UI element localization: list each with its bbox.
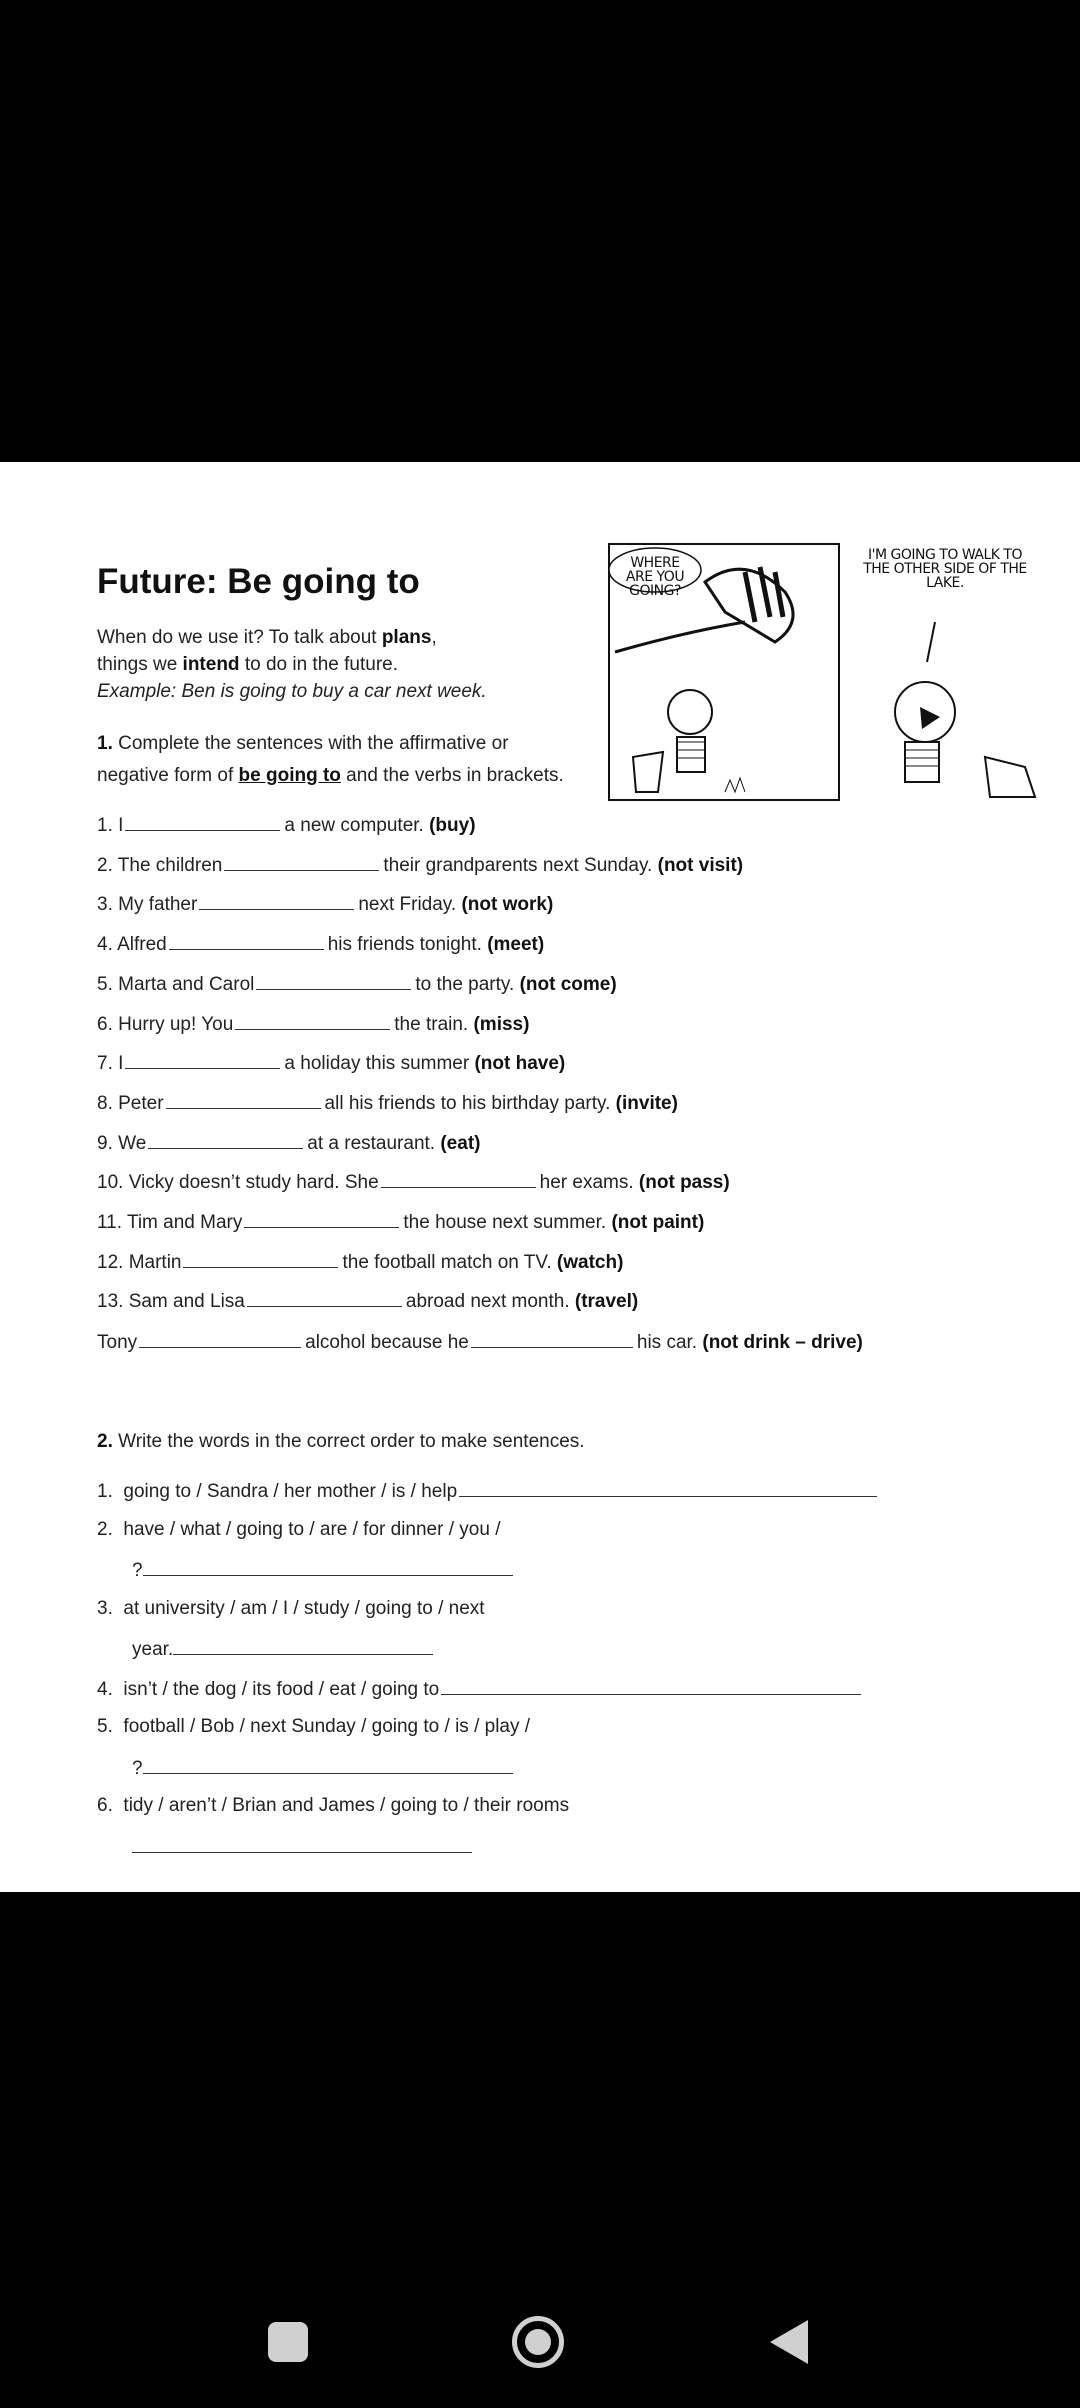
answer-blank[interactable] [235, 1011, 390, 1030]
sentence-start: 7. I [97, 1053, 124, 1075]
exercise1-item [97, 1011, 529, 1037]
verb-hint: (not visit) [657, 854, 744, 876]
exercise1-item [97, 931, 544, 957]
verb-hint: (not come) [519, 973, 617, 995]
home-dot-icon [525, 2329, 551, 2355]
verb-hint: (not drink – drive) [702, 1332, 863, 1353]
answer-blank[interactable] [132, 1834, 472, 1853]
verb-hint: (travel) [574, 1291, 639, 1313]
item-number: 5. [97, 1716, 113, 1737]
answer-blank[interactable] [139, 1329, 301, 1348]
sentence-end: the football match on TV. [342, 1251, 552, 1273]
exercise1-item [97, 1130, 480, 1156]
intro-line-2 [97, 653, 398, 677]
exercise1-item [97, 1050, 565, 1076]
exercise2-item [97, 1794, 569, 1818]
sentence-end: next Friday. [358, 894, 457, 916]
sentence-end: all his friends to his birthday party. [324, 1092, 611, 1114]
sentence-start: 13. Sam and Lisa [97, 1291, 245, 1313]
item-number: 1. [97, 1481, 113, 1502]
item-number: 2. [97, 1518, 113, 1540]
example-line: Example: Ben is going to buy a car next week. [97, 681, 487, 702]
verb-hint: (eat) [440, 1132, 481, 1154]
instruction-text: negative form of [97, 765, 239, 786]
sentence-end: to the party. [415, 973, 515, 995]
exercise2-item [97, 1676, 865, 1702]
sentence-text: alcohol because he [305, 1332, 469, 1353]
answer-blank[interactable] [381, 1169, 536, 1188]
answer-blank[interactable] [471, 1329, 633, 1348]
verb-hint: (not work) [461, 894, 554, 916]
sentence-end: at a restaurant. [307, 1132, 436, 1154]
sentence-end: the train. [394, 1013, 469, 1035]
exercise1-instruction-b [97, 764, 564, 788]
intro-text: to do in the future. [239, 654, 398, 675]
sentence-end: the house next summer. [403, 1212, 607, 1233]
exercise2-item [97, 1597, 485, 1621]
exercise1-item [97, 1288, 638, 1314]
answer-blank[interactable] [441, 1676, 861, 1695]
answer-blank[interactable] [173, 1636, 433, 1655]
exercise1-tony-line [97, 1329, 863, 1355]
verb-hint: (miss) [473, 1013, 530, 1035]
exercise1-item [97, 1249, 623, 1275]
answer-blank[interactable] [256, 971, 411, 990]
android-nav-bar [0, 2310, 1080, 2370]
answer-blank[interactable] [459, 1478, 877, 1497]
sentence-start: 12. Martin [97, 1251, 182, 1273]
sentence-start: 2. The children [97, 854, 223, 876]
verb-hint: (meet) [487, 934, 545, 956]
exercise2-answer-line [132, 1755, 517, 1781]
item-number: 3. [97, 1597, 113, 1619]
worksheet-page [0, 462, 1080, 1892]
intro-text: things we [97, 654, 183, 675]
sentence-ending: year. [132, 1639, 174, 1660]
sentence-end: her exams. [539, 1172, 634, 1194]
word-order-prompt: isn’t / the dog / its food / eat / going to [123, 1678, 440, 1700]
intro-line-1 [97, 626, 437, 650]
exercise2-item [97, 1518, 500, 1542]
exercise1-item [97, 1090, 678, 1116]
exercise2-answer-line [132, 1636, 437, 1662]
word-order-prompt: going to / Sandra / her mother / is / help [123, 1481, 458, 1502]
exercise2-answer-line [132, 1834, 476, 1860]
sentence-start: 11. Tim and Mary [97, 1212, 243, 1233]
word-order-prompt: at university / am / I / study / going to / next [123, 1597, 485, 1619]
answer-blank[interactable] [183, 1249, 338, 1268]
intro-bold: plans [381, 627, 432, 648]
intro-text: , [431, 627, 437, 648]
home-button[interactable] [512, 2316, 564, 2368]
answer-blank[interactable] [125, 812, 280, 831]
verb-hint: (not pass) [638, 1172, 730, 1194]
answer-blank[interactable] [247, 1288, 402, 1307]
answer-blank[interactable] [169, 931, 324, 950]
word-order-prompt: tidy / aren’t / Brian and James / going to / their rooms [123, 1795, 570, 1816]
answer-blank[interactable] [244, 1209, 399, 1228]
speech-bubble-2: I'M GOING TO WALK TO THE OTHER SIDE OF THE LAKE. [863, 547, 1027, 591]
exercise1-item [97, 812, 476, 838]
exercise2-instruction [97, 1430, 585, 1454]
verb-hint: (buy) [429, 815, 476, 836]
instruction-text: Complete the sentences with the affirmative or [112, 733, 509, 754]
sentence-end: his friends tonight. [327, 934, 482, 956]
sentence-text: Tony [97, 1332, 138, 1353]
answer-blank[interactable] [148, 1130, 303, 1149]
sentence-ending: ? [132, 1757, 143, 1779]
intro-bold: intend [182, 654, 240, 675]
item-number: 6. [97, 1795, 113, 1816]
sentence-start: 4. Alfred [97, 934, 167, 956]
sentence-ending: ? [132, 1560, 143, 1581]
answer-blank[interactable] [143, 1557, 513, 1576]
instruction-underlined: be going to [238, 765, 341, 786]
answer-blank[interactable] [224, 852, 379, 871]
exercise2-item [97, 1715, 530, 1739]
instruction-text: Write the words in the correct order to make sentences. [112, 1431, 585, 1452]
verb-hint: (not have) [474, 1053, 566, 1075]
speech-bubble-1: WHERE ARE YOU GOING? [625, 555, 685, 599]
instruction-text: and the verbs in brackets. [340, 765, 564, 786]
exercise1-item [97, 1169, 730, 1195]
sentence-text: his car. [636, 1332, 698, 1353]
exercise-number: 2. [97, 1431, 113, 1452]
back-button[interactable] [770, 2320, 808, 2364]
sentence-end: abroad next month. [405, 1291, 570, 1313]
intro-text: When do we use it? To talk about [97, 627, 382, 648]
comic-strip [605, 542, 1055, 804]
answer-blank[interactable] [143, 1755, 513, 1774]
sentence-start: 9. We [97, 1132, 147, 1154]
sentence-end: a new computer. [284, 815, 424, 836]
exercise1-item [97, 971, 617, 997]
sentence-start: 5. Marta and Carol [97, 973, 255, 995]
answer-blank[interactable] [125, 1050, 280, 1069]
sentence-start: 10. Vicky doesn’t study hard. She [97, 1172, 379, 1194]
verb-hint: (watch) [556, 1251, 624, 1273]
answer-blank[interactable] [199, 891, 354, 910]
answer-blank[interactable] [166, 1090, 321, 1109]
sentence-end: their grandparents next Sunday. [383, 854, 653, 876]
sentence-start: 3. My father [97, 894, 198, 916]
item-number: 4. [97, 1678, 113, 1700]
exercise-number: 1. [97, 733, 113, 754]
word-order-prompt: have / what / going to / are / for dinner / you / [123, 1518, 501, 1540]
sentence-start: 8. Peter [97, 1092, 164, 1114]
exercise2-answer-line [132, 1557, 517, 1583]
sentence-start: 1. I [97, 815, 124, 836]
verb-hint: (invite) [615, 1092, 678, 1114]
page-title: Future: Be going to [97, 562, 420, 601]
exercise1-item [97, 891, 553, 917]
word-order-prompt: football / Bob / next Sunday / going to / is / play / [123, 1716, 531, 1737]
exercise2-item [97, 1478, 881, 1504]
recents-button[interactable] [268, 2322, 308, 2362]
sentence-start: 6. Hurry up! You [97, 1013, 234, 1035]
exercise1-item [97, 852, 743, 878]
sentence-end: a holiday this summer [284, 1053, 470, 1075]
verb-hint: (not paint) [611, 1212, 705, 1233]
exercise1-instruction-a [97, 732, 509, 756]
exercise1-item [97, 1209, 704, 1235]
